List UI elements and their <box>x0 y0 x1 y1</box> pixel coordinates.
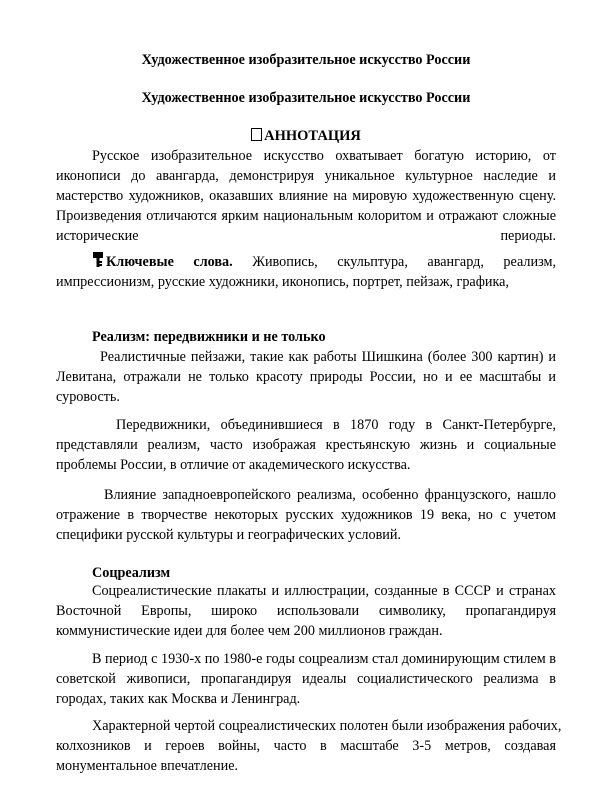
socrealism-paragraph-2 <box>56 649 556 709</box>
paragraph-line: колхозников и героев войны, часто в масштабе 3-5 метров, создавая <box>56 738 556 754</box>
section-heading-socrealism: Соцреализм <box>92 565 171 581</box>
paragraph-line: коммунистические идеи для более чем 200 миллионов граждан. <box>56 623 443 639</box>
paragraph-line: городах, таких как Москва и Ленинград. <box>56 691 301 707</box>
keywords-label: Ключевые слова. <box>106 254 233 270</box>
socrealism-paragraph-1 <box>56 581 556 641</box>
section-heading-realism: Реализм: передвижники и не только <box>92 329 326 345</box>
annotation-heading-text: АННОТАЦИЯ <box>264 128 361 144</box>
annotation-line: мастерство художников, оказавших влияние на мировую художественную сцену. <box>56 188 556 204</box>
annotation-line: Русское изобразительное искусство охватывает богатую историю, от <box>92 148 556 164</box>
keywords-list-part1: Живопись, скульптура, авангард, реализм, <box>252 254 557 270</box>
annotation-line: исторические периоды. <box>56 228 556 244</box>
paragraph-line: В период с 1930-х по 1980-е годы соцреализм стал доминирующим стилем в <box>92 651 556 667</box>
paragraph-line: Левитана, отражали не только красоту природы России, но и ее масштабы и <box>56 369 556 385</box>
paragraph-line: проблемы России, в отличие от академического искусства. <box>56 457 411 473</box>
socrealism-paragraph-3 <box>56 716 562 776</box>
annotation-heading <box>0 126 612 146</box>
key-icon <box>92 252 104 268</box>
paragraph-line: Характерной чертой соцреалистических полотен были изображения рабочих, <box>92 718 562 734</box>
paragraph-line: представляли реализм, часто изображая крестьянскую жизнь и социальные <box>56 437 556 453</box>
document-title: Художественное изобразительное искусство России <box>141 52 471 68</box>
missing-glyph-box-icon <box>251 128 262 141</box>
paragraph-line: Передвижники, объединившиеся в 1870 году в Санкт-Петербурге, <box>116 417 556 433</box>
paragraph-line: суровость. <box>56 389 120 405</box>
realism-paragraph-1 <box>56 347 556 407</box>
paragraph-line: монументальное впечатление. <box>56 758 239 774</box>
paragraph-line: Соцреалистические плакаты и иллюстрации, созданные в СССР и странах <box>92 583 556 599</box>
document-subtitle: Художественное изобразительное искусство России <box>141 90 471 106</box>
paragraph-line: отражение в творчестве некоторых русских художников 19 века, но с учетом <box>56 507 556 523</box>
realism-paragraph-2 <box>56 415 556 475</box>
keywords-paragraph <box>56 252 556 292</box>
annotation-paragraph <box>56 146 556 246</box>
keywords-line: импрессионизм, русские художники, иконопись, портрет, пейзаж, графика, <box>56 274 510 290</box>
paragraph-line: Влияние западноевропейского реализма, особенно французского, нашло <box>104 487 556 503</box>
paragraph-line: специфики русской культуры и географических условий. <box>56 527 402 543</box>
keywords-line <box>56 252 556 272</box>
paragraph-line: Реалистичные пейзажи, такие как работы Шишкина (более 300 картин) и <box>100 349 556 365</box>
paragraph-line: советской живописи, пропагандируя идеалы социалистического реализма в <box>56 671 556 687</box>
realism-paragraph-3 <box>56 485 556 545</box>
paragraph-line: Восточной Европы, широко использовали символику, пропагандируя <box>56 603 556 619</box>
annotation-line: Произведения отличаются ярким национальным колоритом и отражают сложные <box>56 208 556 224</box>
annotation-line: иконописи до авангарда, демонстрируя уникальное культурное наследие и <box>56 168 556 184</box>
